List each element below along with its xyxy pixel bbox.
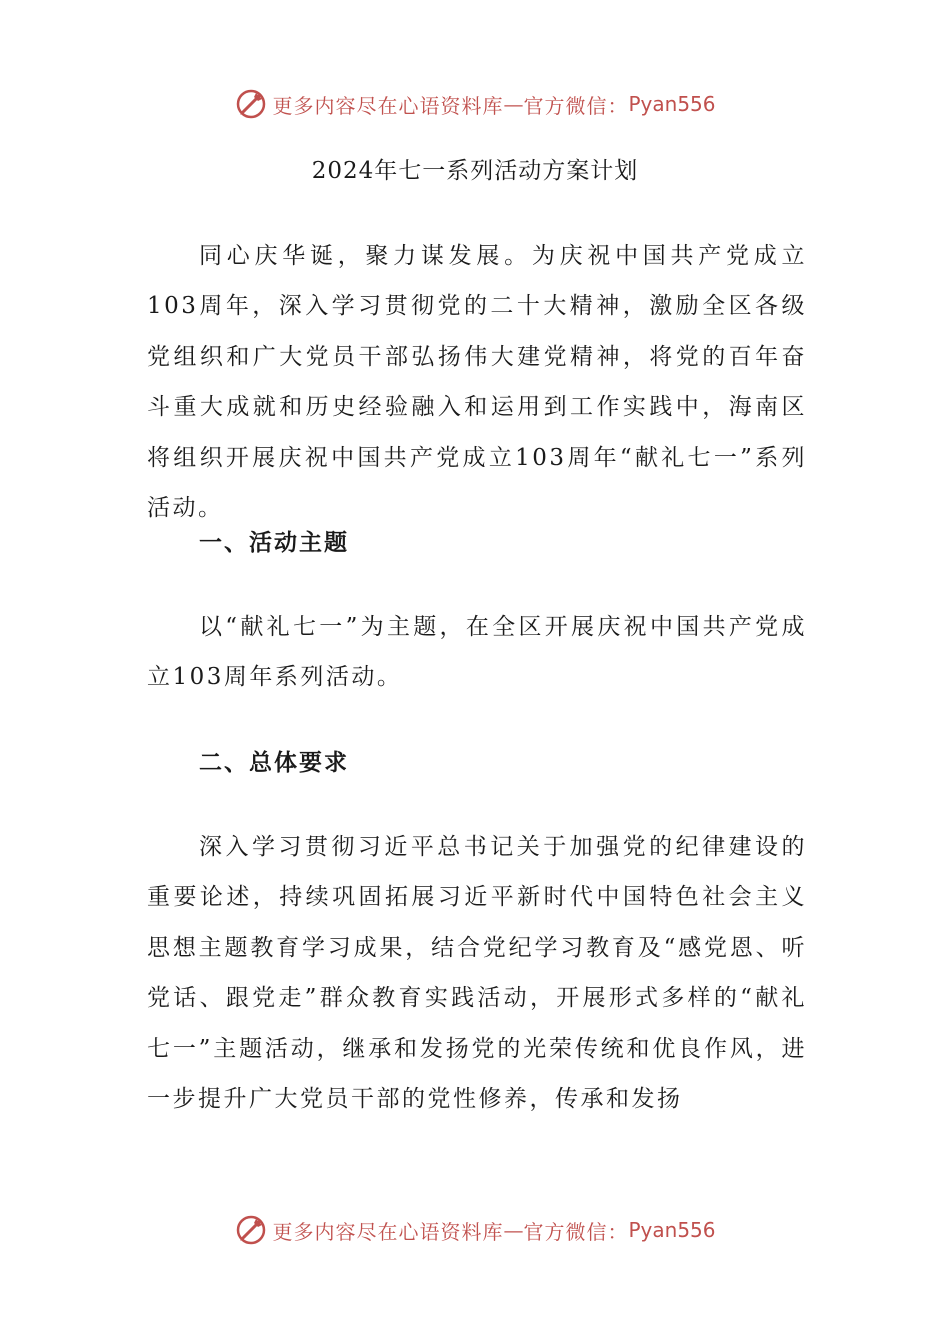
header-watermark [0,84,950,124]
watermark-wechat-id: Pyan556 [628,1218,716,1242]
section-heading-requirements: 二、总体要求 [199,750,349,776]
section-heading-theme: 一、活动主题 [199,530,349,556]
pen-logo-icon [234,1213,268,1247]
watermark-separator: — [503,1218,524,1242]
pen-logo-icon [234,87,268,121]
footer-watermark [0,1210,950,1250]
watermark-text: 更多内容尽在心语资料库 [272,1219,504,1244]
watermark-wechat-label: 官方微信： [523,93,629,118]
section-body-theme: 以“献礼七一”为主题，在全区开展庆祝中国共产党成立103周年系列活动。 [147,614,807,691]
watermark-separator: — [503,92,524,116]
watermark-wechat-label: 官方微信： [523,1219,629,1244]
watermark-text: 更多内容尽在心语资料库 [272,93,504,118]
watermark-wechat-id: Pyan556 [628,92,716,116]
section-body-requirements: 深入学习贯彻习近平总书记关于加强党的纪律建设的重要论述，持续巩固拓展习近平新时代中国特色社会主义思想主题教育学习成果，结合党纪学习教育及“感党恩、听党话、跟党走”群众教育实践活动，开展形式多样的“献礼七一”主题活动，继承和发扬党的光荣传统和优良作风，进一步提升广大党员干部的党性修养，传承和发扬 [147,834,807,1113]
document-title: 2024年七一系列活动方案计划 [311,158,639,184]
intro-paragraph: 同心庆华诞，聚力谋发展。为庆祝中国共产党成立103周年，深入学习贯彻党的二十大精神，激励全区各级党组织和广大党员干部弘扬伟大建党精神，将党的百年奋斗重大成就和历史经验融入和运用到工作实践中，海南区将组织开展庆祝中国共产党成立103周年“献礼七一”系列活动。 [147,243,807,522]
